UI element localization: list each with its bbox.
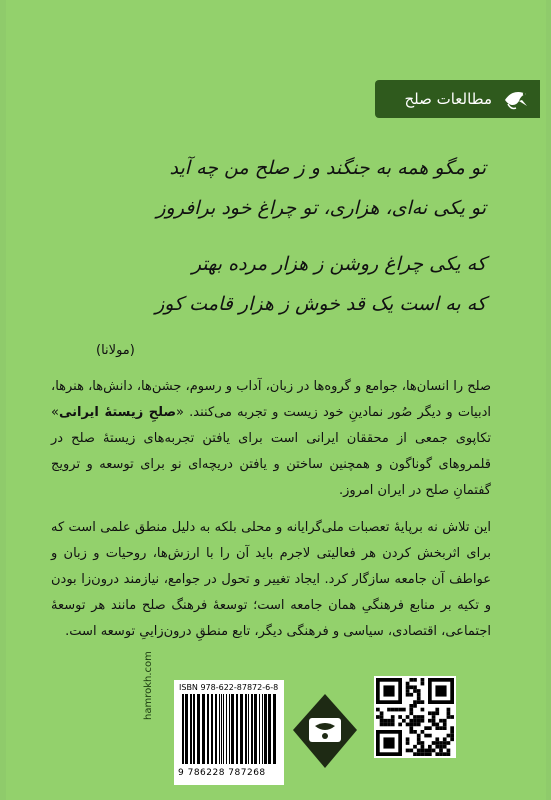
qr-module bbox=[417, 741, 421, 745]
qr-module bbox=[413, 715, 417, 719]
qr-module bbox=[443, 726, 447, 730]
barcode-bar bbox=[207, 694, 209, 764]
qr-module bbox=[402, 719, 406, 723]
barcode-bar bbox=[221, 694, 222, 764]
qr-module bbox=[443, 737, 447, 741]
barcode-bar bbox=[245, 694, 247, 764]
publisher-logo-icon bbox=[289, 690, 361, 772]
qr-module bbox=[398, 723, 402, 727]
qr-module bbox=[421, 752, 425, 756]
qr-module bbox=[421, 682, 425, 686]
back-cover bbox=[6, 0, 546, 800]
qr-module bbox=[417, 734, 421, 738]
qr-module bbox=[432, 723, 436, 727]
series-label: مطالعات صلح bbox=[404, 90, 492, 108]
qr-module bbox=[391, 715, 395, 719]
paragraph-1-start: صلح را انسان‌ها، جوامع و گروه‌ها در زبان، آداب و رسوم، جشن‌ها، دانش‌ها، هنرها، ادبیات و دیگر صُور نمادینِ خود زیست و تجربه می‌کنند. « bbox=[51, 379, 491, 420]
qr-module bbox=[413, 752, 417, 756]
qr-finder bbox=[383, 737, 394, 748]
qr-module bbox=[391, 719, 395, 723]
qr-module bbox=[383, 719, 387, 723]
qr-module bbox=[428, 726, 432, 730]
qr-module bbox=[447, 715, 451, 719]
qr-module bbox=[387, 723, 391, 727]
qr-module bbox=[409, 685, 413, 689]
qr-module bbox=[421, 741, 425, 745]
barcode-bar bbox=[215, 694, 217, 764]
poem-line-4: که به است یک قد خوش ز هزار قامت کوز bbox=[155, 293, 486, 315]
barcode-bar bbox=[190, 694, 192, 764]
poet-name: (مولانا) bbox=[96, 343, 135, 358]
qr-module bbox=[413, 704, 417, 708]
qr-module bbox=[435, 741, 439, 745]
qr-module bbox=[435, 711, 439, 715]
qr-module bbox=[413, 719, 417, 723]
qr-module bbox=[380, 723, 384, 727]
qr-module bbox=[439, 741, 443, 745]
barcode-bars bbox=[180, 694, 278, 766]
qr-module bbox=[380, 711, 384, 715]
qr-module bbox=[435, 752, 439, 756]
barcode-bar bbox=[273, 694, 276, 764]
barcode-bar bbox=[236, 694, 238, 764]
qr-module bbox=[406, 682, 410, 686]
qr-module bbox=[432, 715, 436, 719]
qr-module bbox=[413, 700, 417, 704]
qr-module bbox=[421, 678, 425, 682]
qr-module bbox=[413, 745, 417, 749]
qr-module bbox=[406, 689, 410, 693]
poem-line-3: که یکی چراغ روشن ز هزار مرده بهتر bbox=[191, 253, 486, 275]
qr-module bbox=[413, 730, 417, 734]
qr-module bbox=[391, 723, 395, 727]
qr-module bbox=[417, 700, 421, 704]
barcode-bar bbox=[231, 694, 234, 764]
qr-pattern bbox=[374, 676, 456, 758]
qr-module bbox=[439, 752, 443, 756]
qr-module bbox=[450, 734, 454, 738]
qr-module bbox=[380, 719, 384, 723]
barcode-bar bbox=[229, 694, 230, 764]
barcode-bar bbox=[268, 694, 271, 764]
qr-module bbox=[421, 708, 425, 712]
qr-module bbox=[443, 741, 447, 745]
qr-module bbox=[380, 715, 384, 719]
qr-module bbox=[421, 749, 425, 753]
barcode-bar bbox=[248, 694, 249, 764]
barcode-number: 9 786228 787268 bbox=[178, 768, 266, 778]
barcode-bar bbox=[185, 694, 188, 764]
qr-module bbox=[432, 719, 436, 723]
qr-module bbox=[450, 715, 454, 719]
qr-module bbox=[450, 726, 454, 730]
barcode-bar bbox=[193, 694, 195, 764]
qr-module bbox=[424, 749, 428, 753]
qr-module bbox=[435, 708, 439, 712]
qr-module bbox=[435, 745, 439, 749]
qr-module bbox=[406, 685, 410, 689]
barcode-bar bbox=[197, 694, 200, 764]
qr-module bbox=[406, 723, 410, 727]
qr-module bbox=[424, 752, 428, 756]
qr-module bbox=[409, 678, 413, 682]
barcode-bar bbox=[251, 694, 253, 764]
qr-module bbox=[421, 730, 425, 734]
qr-module bbox=[409, 693, 413, 697]
qr-module bbox=[428, 719, 432, 723]
qr-module bbox=[398, 708, 402, 712]
qr-module bbox=[443, 752, 447, 756]
barcode-bar bbox=[223, 694, 224, 764]
qr-module bbox=[428, 711, 432, 715]
qr-module bbox=[395, 708, 399, 712]
qr-module bbox=[413, 689, 417, 693]
barcode-bar bbox=[219, 694, 220, 764]
qr-module bbox=[387, 708, 391, 712]
poem-line-2: تو یکی نه‌ای، هزاری، تو چراغ خود برافروز bbox=[156, 197, 486, 219]
qr-module bbox=[428, 745, 432, 749]
qr-module bbox=[428, 752, 432, 756]
barcode-bar bbox=[211, 694, 213, 764]
qr-module bbox=[406, 749, 410, 753]
qr-module bbox=[376, 715, 380, 719]
barcode-bar bbox=[182, 694, 184, 764]
qr-finder bbox=[435, 685, 446, 696]
qr-module bbox=[398, 715, 402, 719]
qr-module bbox=[421, 715, 425, 719]
qr-module bbox=[421, 719, 425, 723]
qr-module bbox=[417, 737, 421, 741]
qr-code-icon bbox=[374, 676, 456, 758]
barcode-bar bbox=[259, 694, 260, 764]
qr-module bbox=[439, 749, 443, 753]
qr-module bbox=[424, 726, 428, 730]
qr-module bbox=[421, 745, 425, 749]
qr-module bbox=[413, 723, 417, 727]
paragraph-2: این تلاش نه برپایهٔ تعصبات ملی‌گرایانه و محلی بلکه به دلیل منطق علمی است که برای اثربخش کردن هر فعالیتی لاجرم باید آن را با ارزش‌ها، روحیات و زبان و عواطف آن جامعه سازگار کرد. ایجاد تغییر و تحول در جوامع، نیازمند درون‌زا بودن و تکیه بر منابع فرهنگیِ همان جامعه است؛ توسعهٔ فرهنگ صلح مانند هر توسعهٔ اجتماعی، اقتصادی، سیاسی و فرهنگی دیگر، تابع منطقِ درون‌زاییِ توسعه است. bbox=[51, 520, 491, 639]
qr-module bbox=[439, 719, 443, 723]
series-tab bbox=[375, 80, 540, 118]
qr-module bbox=[443, 719, 447, 723]
qr-module bbox=[417, 752, 421, 756]
qr-module bbox=[447, 741, 451, 745]
qr-module bbox=[417, 715, 421, 719]
qr-module bbox=[376, 708, 380, 712]
qr-finder bbox=[383, 685, 394, 696]
qr-module bbox=[406, 737, 410, 741]
qr-module bbox=[435, 737, 439, 741]
qr-module bbox=[447, 711, 451, 715]
paragraph-1-end: » تکاپوی جمعی از محققان ایرانی است برای یافتن تجربه‌های زیستهٔ صلح در قلمروهای گوناگون و همچنین ساختن و یافتن دریچه‌ای نو برای توسعه و ترویج گفتمانِ صلح در ایران امروز. bbox=[51, 405, 491, 498]
qr-module bbox=[409, 708, 413, 712]
qr-module bbox=[417, 689, 421, 693]
qr-module bbox=[424, 734, 428, 738]
paragraph-1 bbox=[51, 374, 491, 504]
barcode bbox=[174, 680, 284, 785]
qr-module bbox=[439, 726, 443, 730]
barcode-bar bbox=[264, 694, 267, 764]
dove-icon bbox=[502, 86, 530, 112]
qr-module bbox=[417, 697, 421, 701]
qr-module bbox=[417, 693, 421, 697]
barcode-bar bbox=[240, 694, 243, 764]
qr-module bbox=[421, 700, 425, 704]
qr-module bbox=[409, 730, 413, 734]
qr-module bbox=[406, 715, 410, 719]
qr-module bbox=[443, 723, 447, 727]
qr-module bbox=[450, 737, 454, 741]
qr-module bbox=[406, 741, 410, 745]
qr-module bbox=[447, 749, 451, 753]
qr-module bbox=[417, 719, 421, 723]
qr-module bbox=[447, 752, 451, 756]
qr-module bbox=[450, 730, 454, 734]
poem-line-1: تو مگو همه به جنگند و ز صلح من چه آید bbox=[169, 157, 486, 179]
qr-module bbox=[406, 693, 410, 697]
book-title: صلحِ زیستهٔ ایرانی bbox=[58, 405, 177, 420]
qr-module bbox=[432, 741, 436, 745]
qr-module bbox=[409, 711, 413, 715]
qr-module bbox=[432, 711, 436, 715]
barcode-bar bbox=[254, 694, 257, 764]
barcode-bar bbox=[226, 694, 227, 764]
qr-module bbox=[409, 704, 413, 708]
qr-module bbox=[409, 749, 413, 753]
qr-module bbox=[387, 719, 391, 723]
qr-module bbox=[413, 685, 417, 689]
qr-module bbox=[402, 708, 406, 712]
website-url: hamrokh.com bbox=[143, 651, 154, 720]
qr-module bbox=[383, 723, 387, 727]
qr-module bbox=[435, 723, 439, 727]
qr-module bbox=[413, 678, 417, 682]
qr-module bbox=[409, 726, 413, 730]
barcode-bar bbox=[262, 694, 263, 764]
qr-module bbox=[443, 745, 447, 749]
qr-module bbox=[417, 749, 421, 753]
qr-module bbox=[447, 734, 451, 738]
barcode-bar bbox=[202, 694, 205, 764]
isbn-text: ISBN 978-622-87872-6-8 bbox=[179, 683, 279, 692]
qr-module bbox=[447, 708, 451, 712]
qr-module bbox=[428, 734, 432, 738]
qr-module bbox=[417, 723, 421, 727]
qr-module bbox=[409, 719, 413, 723]
qr-module bbox=[391, 708, 395, 712]
qr-module bbox=[432, 749, 436, 753]
qr-module bbox=[435, 726, 439, 730]
qr-module bbox=[439, 745, 443, 749]
qr-module bbox=[409, 723, 413, 727]
qr-module bbox=[428, 749, 432, 753]
